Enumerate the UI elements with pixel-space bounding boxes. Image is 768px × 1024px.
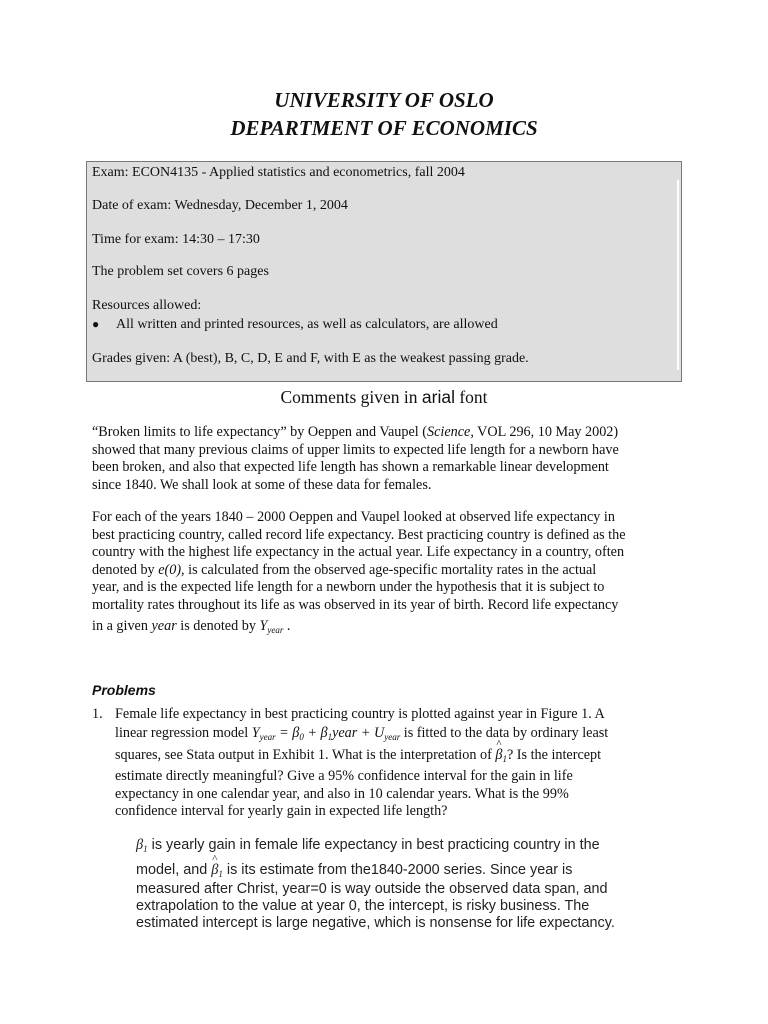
regression-equation [252, 725, 400, 741]
q1-line-5: expectancy in one calendar year, and also in 10 calendar years. What is the 99% [115, 786, 569, 802]
answer-line-4: extrapolation to the value at year 0, the intercept, is risky business. The [136, 898, 590, 914]
intro-p2-l7-end: . [283, 617, 291, 634]
intro-p2-l4-b: , is calculated from the observed age-specific mortality rates in the actual [181, 561, 597, 578]
exam-date-line: Date of exam: Wednesday, December 1, 2004 [92, 198, 348, 213]
q1-line-2 [115, 725, 608, 742]
intro-p2-line-5: year, and is the expected life length for a newborn under the hypothesis that it is subject to [92, 579, 605, 596]
y-subscript: year [267, 624, 284, 635]
intro-p1-line-3: been broken, and also that expected life length has shown a remarkable linear development [92, 459, 609, 476]
intro-p1-open: “Broken limits to life expectancy” by Oeppen and Vaupel ( [92, 424, 428, 440]
q1-l3-b: ? Is the intercept [506, 747, 602, 763]
ans-beta-hat-sub: 1 [218, 869, 223, 879]
intro-p2-line-1: For each of the years 1840 – 2000 Oeppen and Vaupel looked at observed life expectancy in [92, 509, 615, 525]
question-number: 1. [92, 706, 103, 722]
eq-y: Y [251, 725, 260, 741]
beta1-hat-symbol-answer [211, 862, 223, 879]
intro-p2-l7-b: is denoted by [176, 617, 260, 634]
intro-p2-l7-a: in a given [92, 617, 152, 634]
eq-beta0-sub: 0 [299, 732, 304, 742]
y-year-symbol [259, 618, 283, 634]
intro-paragraph-2 [92, 509, 692, 639]
eq-u-sub: year [384, 732, 401, 742]
q1-l3-a: squares, see Stata output in Exhibit 1. What is the interpretation of [115, 747, 496, 763]
intro-p1-rest: , VOL 296, 10 May 2002) [470, 424, 619, 440]
ans-l2-a: model, and [136, 862, 212, 878]
q1-l2-b: is fitted to the data by ordinary least [400, 725, 609, 741]
q1-l2-a: linear regression model [115, 725, 252, 741]
intro-p2-line-7 [92, 618, 692, 640]
answer-line-5: estimated intercept is large negative, which is nonsense for life expectancy. [136, 915, 615, 931]
problems-heading: Problems [92, 682, 156, 698]
exam-line: Exam: ECON4135 - Applied statistics and econometrics, fall 2004 [92, 165, 465, 180]
exam-info-box [86, 161, 682, 382]
beta1-hat-symbol [495, 747, 507, 764]
grades-line: Grades given: A (best), B, C, D, E and F, with E as the weakest passing grade. [92, 351, 529, 366]
year-symbol: year [151, 617, 177, 634]
resources-label: Resources allowed: [92, 298, 202, 313]
eq-beta1: + β [303, 725, 328, 741]
ans-beta-hat: β [211, 862, 219, 878]
eq-y-sub: year [259, 732, 276, 742]
eq-beta1-sub: 1 [327, 732, 333, 742]
q1-line-6: confidence interval for yearly gain in expected life length? [115, 803, 448, 819]
department-title: DEPARTMENT OF ECONOMICS [230, 116, 538, 140]
comments-heading [0, 387, 768, 408]
intro-p2-line-4 [92, 562, 692, 580]
beta-letter: β [495, 747, 503, 763]
exam-time-line: Time for exam: 14:30 – 17:30 [92, 232, 260, 247]
ans-beta: β [136, 837, 144, 853]
intro-p1-line-4: since 1840. We shall look at some of these data for females. [92, 476, 432, 493]
intro-p2-line-6: mortality rates throughout its life as was observed in its year of birth. Record life expectancy [92, 596, 619, 613]
q1-line-3 [115, 747, 601, 764]
answer-line-1 [136, 837, 600, 854]
comments-heading-tail: font [454, 387, 488, 407]
intro-p2-line-2: best practicing country, called record life expectancy. Best practicing country is defined as the [92, 526, 626, 543]
answer-line-3: measured after Christ, year=0 is way outside the observed data span, and [136, 881, 608, 897]
bullet-icon: ● [92, 317, 100, 331]
resources-item: All written and printed resources, as well as calculators, are allowed [116, 317, 498, 332]
comments-heading-text: Comments given in [280, 387, 422, 407]
pages-line: The problem set covers 6 pages [92, 264, 269, 279]
e0-symbol: e(0) [158, 561, 182, 578]
beta1-symbol [136, 837, 148, 853]
eq-year-u: year + U [332, 725, 385, 741]
document-title [0, 86, 768, 142]
box-edge-highlight [677, 180, 679, 370]
journal-name: Science [427, 424, 471, 440]
eq-beta0: = β [275, 725, 300, 741]
intro-p1-line-1 [92, 424, 692, 442]
y-letter: Y [259, 617, 268, 634]
q1-line-1: Female life expectancy in best practicing country is plotted against year in Figure 1. A [115, 706, 605, 722]
q1-line-4: estimate directly meaningful? Give a 95% confidence interval for the gain in life [115, 768, 573, 784]
intro-paragraph-1 [92, 424, 692, 494]
ans-l2-b: is its estimate from the1840-2000 series. Since year is [222, 862, 573, 878]
intro-p2-l4-a: denoted by [92, 561, 159, 578]
beta-sub: 1 [502, 754, 507, 764]
answer-line-2 [136, 862, 572, 879]
ans-l1-text: is yearly gain in female life expectancy in best practicing country in the [147, 837, 600, 853]
university-title: UNIVERSITY OF OSLO [274, 88, 494, 112]
ans-beta-sub: 1 [143, 844, 148, 854]
intro-p1-line-2: showed that many previous claims of upper limits to expected life length for a newborn have [92, 441, 619, 458]
comments-heading-arial: arial [421, 387, 455, 407]
intro-p2-line-3: country with the highest life expectancy in the actual year. Life expectancy in a country, often [92, 544, 625, 561]
